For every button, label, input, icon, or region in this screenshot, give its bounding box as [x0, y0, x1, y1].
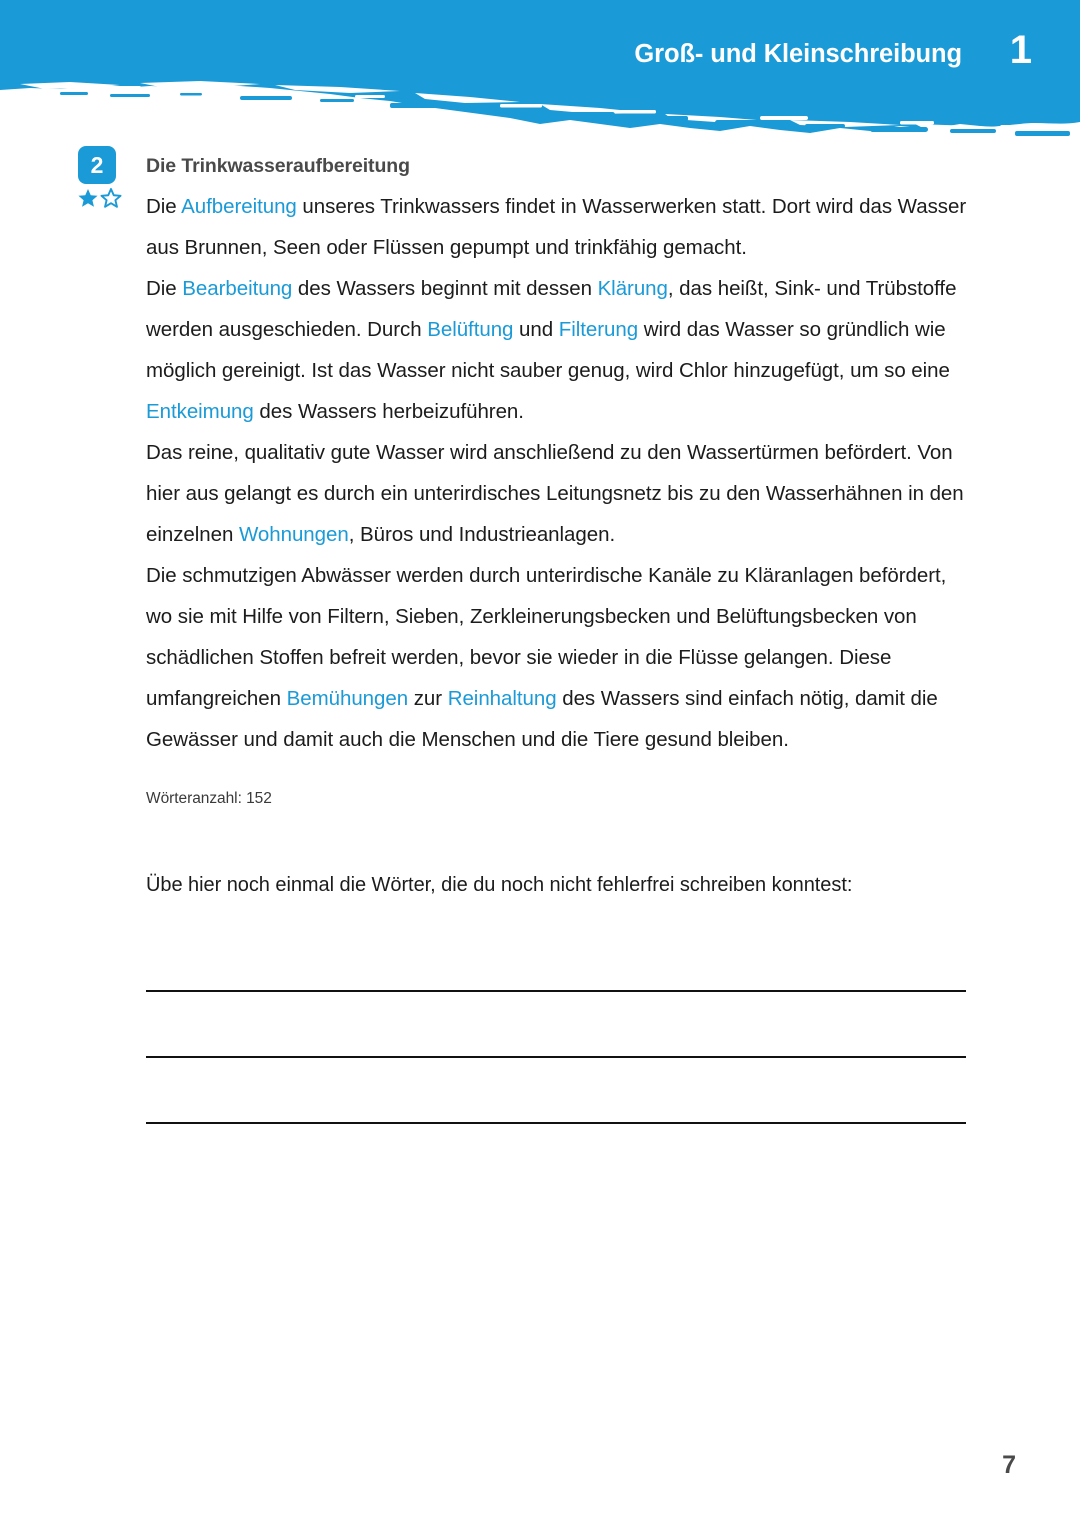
practice-instruction: Übe hier noch einmal die Wörter, die du noch nicht fehlerfrei schreiben konntest: [146, 874, 853, 896]
passage-text: Die [146, 277, 183, 300]
answer-writing-lines[interactable] [146, 990, 966, 1124]
passage-text: unseres Trinkwassers findet in Wasserwerken statt. Dort wird das Wasser aus Brunnen, Seen oder Flüssen gepumpt und trinkfähig gemacht. [146, 195, 967, 259]
highlighted-word: Wohnungen [238, 523, 349, 546]
highlighted-word: Entkeimung [146, 400, 254, 423]
word-count-label: Wörteranzahl: 152 [146, 790, 272, 807]
highlighted-word: Bemühungen [286, 687, 409, 710]
star-outline-icon [100, 187, 122, 209]
passage-text: des Wassers herbeizuführen. [253, 400, 524, 423]
page-title: Groß- und Kleinschreibung [634, 40, 962, 68]
highlighted-word: Filterung [558, 318, 639, 341]
passage-text: Das reine, qualitativ gute Wasser wird anschließend zu den Wassertürmen befördert. Von hier aus gelangt es durch ein unterirdisches Leitungsnetz bis zu den Wasserhähnen in den einzelnen [146, 441, 964, 546]
exercise-title: Die Trinkwasseraufbereitung [146, 155, 410, 177]
star-filled-icon [77, 187, 99, 209]
passage-text: zur [408, 687, 448, 710]
passage-text: , das heißt, Sink- und Trübstoffe werden ausgeschieden. Durch [146, 277, 957, 341]
highlighted-word: Reinhaltung [447, 687, 557, 710]
difficulty-stars [77, 187, 130, 209]
banner-brush-shape [0, 0, 1080, 145]
exercise-badge-block [78, 146, 130, 209]
writing-line[interactable] [146, 990, 966, 992]
header-banner [0, 0, 1080, 145]
highlighted-word: Aufbereitung [181, 195, 297, 218]
passage-text: Die schmutzigen Abwässer werden durch unterirdische Kanäle zu Kläranlagen befördert, wo sie mit Hilfe von Filtern, Sieben, Zerkleinerungsbecken und Belüftungsbecken von schädlichen Stoffen befreit werden, bevor sie wieder in die Flüsse gelangen. Diese umfangreichen [146, 564, 947, 710]
passage-text: , Büros und Industrieanlagen. [348, 523, 616, 546]
exercise-content [146, 155, 976, 897]
passage-text: des Wassers beginnt mit dessen [292, 277, 598, 300]
writing-line[interactable] [146, 1122, 966, 1124]
writing-line[interactable] [146, 1056, 966, 1058]
reading-passage [146, 186, 976, 760]
highlighted-word: Bearbeitung [182, 277, 293, 300]
exercise-number-badge: 2 [78, 146, 116, 184]
passage-text: des Wassers sind einfach nötig, damit die Gewässer und damit auch die Menschen und die Tiere gesund bleiben. [146, 687, 938, 751]
chapter-number: 1 [1009, 28, 1032, 72]
highlighted-word: Belüftung [427, 318, 514, 341]
highlighted-word: Klärung [597, 277, 668, 300]
passage-text: wird das Wasser so gründlich wie möglich gereinigt. Ist das Wasser nicht sauber genug, wird Chlor hinzugefügt, um so eine [146, 318, 950, 382]
page-number: 7 [1002, 1451, 1016, 1479]
passage-text: Die [146, 195, 182, 218]
passage-text: und [513, 318, 559, 341]
